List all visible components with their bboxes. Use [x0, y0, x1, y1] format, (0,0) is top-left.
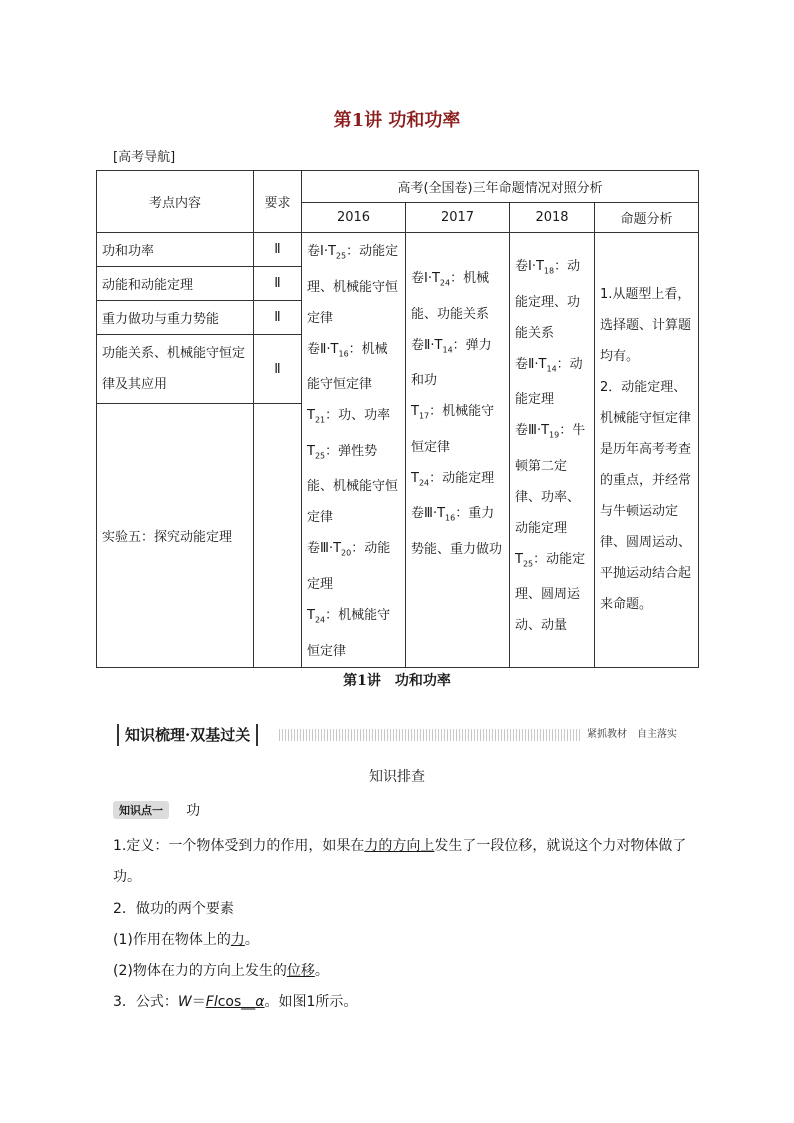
entry: $T_{25}$：弹性势能、机械能守恒定律 — [307, 443, 399, 526]
underlined-term: 力的方向上 — [364, 838, 435, 854]
item-2b: (2)物体在力的方向上发生的位移。 — [113, 963, 329, 979]
knowledge-point-badge: 知识点一 — [113, 801, 169, 819]
item-2a: (1)作用在物体上的力。 — [113, 932, 259, 948]
year-2017-cell — [406, 233, 510, 668]
requirement-cell: Ⅱ — [254, 335, 302, 403]
header-year-2016: 2016 — [302, 203, 406, 233]
entry: 卷$Ⅲ\cdot T_{19}$：牛顿第二定律、功率、动能定理 — [515, 423, 586, 536]
banner-title: 知识梳理·双基过关 — [117, 724, 258, 746]
underlined-term: 力 — [230, 932, 245, 948]
year-2018-cell — [510, 233, 595, 668]
topic-cell: 实验五：探究动能定理 — [97, 403, 254, 667]
topic-cell: 重力做功与重力势能 — [97, 301, 254, 335]
topic-cell: 功能关系、机械能守恒定律及其应用 — [97, 335, 254, 403]
analysis-point-2: 2．动能定理、机械能守恒定律是历年高考考查的重点，并经常与牛顿运动定律、圆周运动、平抛运动结合起来命题。 — [600, 380, 692, 613]
requirement-cell: Ⅱ — [254, 267, 302, 301]
year-2016-cell — [302, 233, 406, 668]
entry: $T_{24}$：机械能守恒定律 — [307, 607, 391, 659]
entry: 卷$Ⅱ\cdot T_{14}$：动能定理 — [515, 356, 583, 408]
underlined-term: 位移 — [286, 963, 315, 979]
knowledge-point-header — [113, 799, 200, 819]
topic-cell: 动能和动能定理 — [97, 267, 254, 301]
entry: $T_{25}$：动能定理、圆周运动、动量 — [515, 551, 586, 634]
section-label: [高考导航] — [113, 150, 176, 165]
entry: 卷$Ⅰ\cdot T_{18}$：动能定理、功能关系 — [515, 259, 581, 341]
entry: $T_{17}$：机械能守恒定律 — [411, 404, 495, 455]
header-group: 高考(全国卷)三年命题情况对照分析 — [302, 171, 699, 203]
exam-analysis-table — [96, 170, 699, 668]
knowledge-point-name: 功 — [186, 802, 201, 819]
entry: $T_{24}$：动能定理 — [411, 470, 495, 488]
definition-paragraph: 1.定义：一个物体受到力的作用，如果在力的方向上发生了一段位移，就说这个力对物体做了功。 — [113, 838, 687, 885]
entry: 卷$Ⅲ\cdot T_{16}$：重力势能、重力做功 — [411, 506, 503, 557]
header-year-2018: 2018 — [510, 203, 595, 233]
formula-answer: Flcos__α — [205, 994, 265, 1010]
analysis-point-1: 1.从题型上看，选择题、计算题均有。 — [600, 287, 692, 365]
entry: 卷$Ⅰ\cdot T_{24}$：机械能、功能关系 — [411, 271, 490, 322]
entry: 卷$Ⅱ\cdot T_{16}$：机械能守恒定律 — [307, 341, 388, 393]
item-2: 2．做功的两个要素 — [113, 901, 234, 917]
entry: 卷$Ⅱ\cdot T_{14}$：弹力和功 — [411, 337, 492, 389]
entry: 卷$Ⅰ\cdot T_{25}$：动能定理、机械能守恒定律 — [307, 244, 399, 326]
item-3-formula: 3．公式：W＝Flcos__α。如图1所示。 — [113, 994, 358, 1010]
header-topic: 考点内容 — [97, 171, 254, 233]
page-title: 第1讲 功和功率 — [333, 110, 461, 131]
lesson-subtitle: 第1讲 功和功率 — [343, 673, 451, 689]
entry: 卷$Ⅲ\cdot T_{20}$：动能定理 — [307, 541, 391, 592]
header-year-2017: 2017 — [406, 203, 510, 233]
knowledge-check-title: 知识排查 — [369, 769, 425, 785]
analysis-cell — [595, 233, 699, 668]
banner-tagline: 紧抓教材 自主落实 — [581, 728, 677, 742]
section-banner — [117, 724, 677, 746]
entry: $T_{21}$：功、功率 — [307, 408, 391, 425]
header-requirement: 要求 — [254, 171, 302, 233]
requirement-cell — [254, 403, 302, 667]
requirement-cell: Ⅱ — [254, 301, 302, 335]
header-analysis: 命题分析 — [595, 203, 699, 233]
requirement-cell: Ⅱ — [254, 233, 302, 267]
topic-cell: 功和功率 — [97, 233, 254, 267]
